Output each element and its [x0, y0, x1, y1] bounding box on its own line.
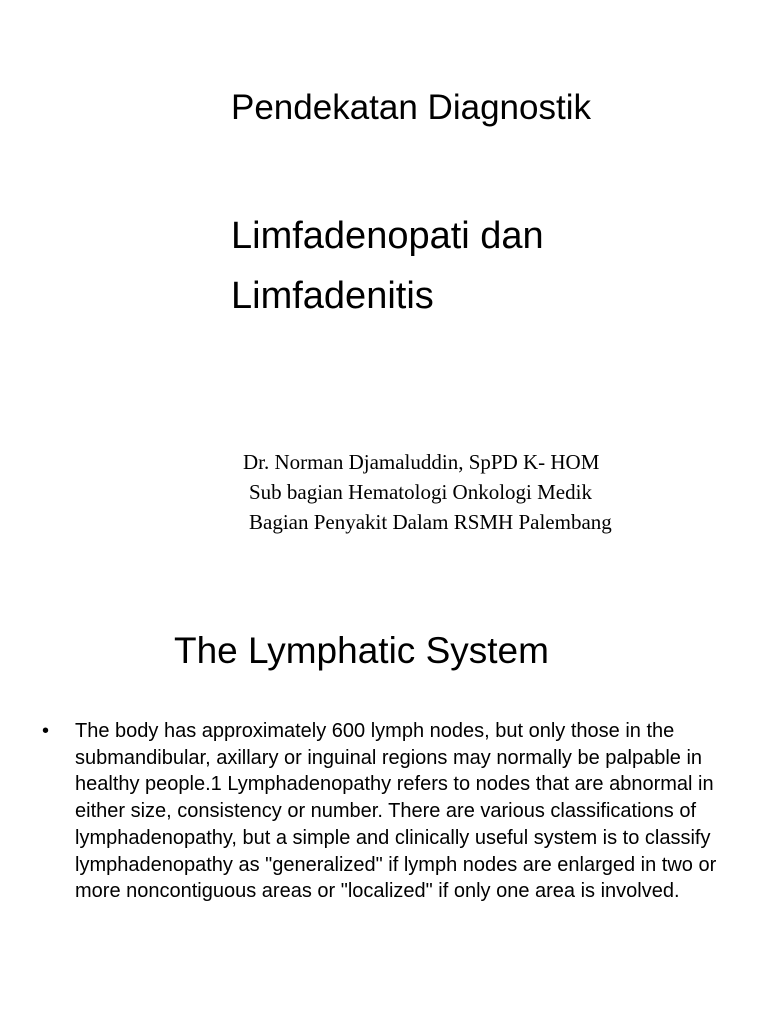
bullet-list [42, 718, 722, 905]
content-slide [0, 580, 768, 1024]
slide-subtitle [231, 206, 701, 326]
bullet-icon: • [42, 720, 50, 742]
bullet-text: The body has approximately 600 lymph nodes, but only those in the submandibular, axillary or inguinal regions may normally be palpable in healthy people.1 Lymphadenopathy refers to nodes that are abnormal in either size, consistency or number. There are various classifications of lymphadenopathy, but a simple and clinically useful system is to classify lymphadenopathy as "generalized" if lymph nodes are enlarged in two or more noncontiguous areas or "localized" if only one area is involved. [75, 720, 717, 903]
author-department: Sub bagian Hematologi Onkologi Medik [249, 480, 592, 504]
list-item [42, 718, 722, 905]
section-title: The Lymphatic System [174, 630, 549, 671]
subtitle-line-2: Limfadenitis [231, 275, 434, 317]
subtitle-line-1: Limfadenopati dan [231, 215, 544, 257]
author-name: Dr. Norman Djamaluddin, SpPD K- HOM [243, 450, 600, 474]
author-institution: Bagian Penyakit Dalam RSMH Palembang [249, 510, 612, 534]
slide-title: Pendekatan Diagnostik [231, 88, 591, 127]
author-block [243, 447, 612, 537]
